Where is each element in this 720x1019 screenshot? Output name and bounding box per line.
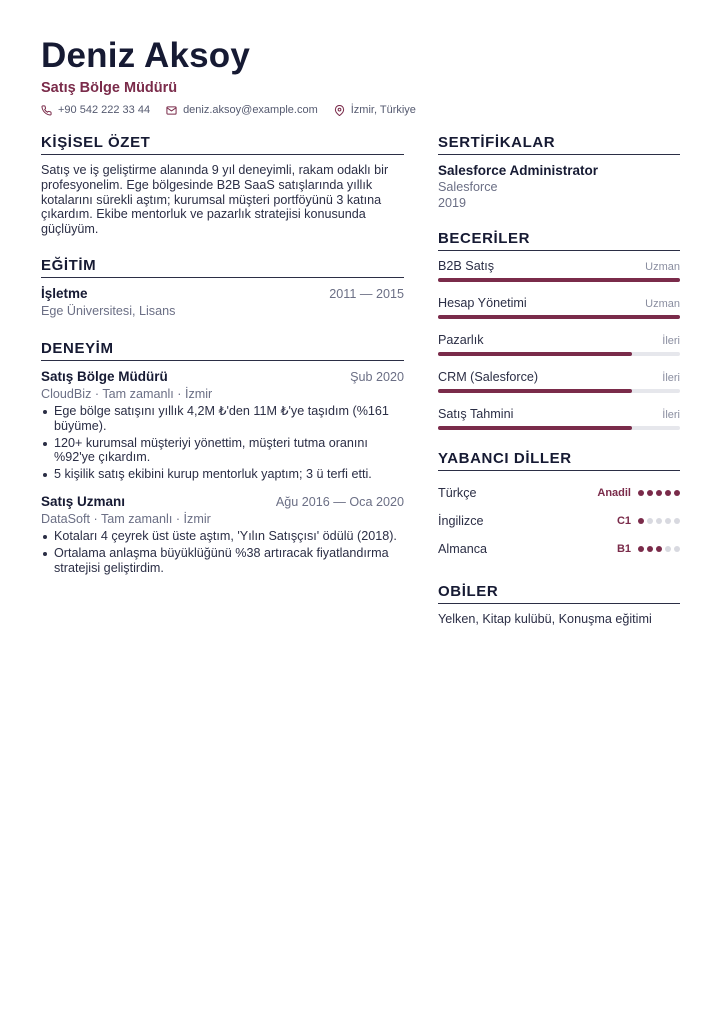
skill-name: Pazarlık [438, 333, 484, 347]
language-level-dot [656, 546, 662, 552]
skill-bar [438, 389, 680, 393]
language-level-dot [656, 490, 662, 496]
language-dots [635, 518, 680, 524]
education-degree: İşletme [41, 285, 88, 301]
job-bullets [41, 404, 404, 482]
job-bullet: Ortalama anlaşma büyüklüğünü %38 artıracak fiyatlandırma stratejisi geliştirdim. [41, 546, 404, 576]
skills-list [438, 259, 680, 430]
certifications-title: SERTİFİKALAR [438, 134, 680, 155]
languages-title: YABANCI DİLLER [438, 450, 680, 471]
language-level-dot [638, 490, 644, 496]
contact-phone[interactable] [41, 104, 150, 116]
job-title: Satış Bölge Müdürü [41, 368, 168, 384]
skill-item [438, 259, 680, 282]
language-level-dot [674, 490, 680, 496]
skill-item [438, 370, 680, 393]
education-dates: 2011 — 2015 [329, 286, 404, 301]
job-company: CloudBiz · Tam zamanlı · İzmir [41, 386, 213, 401]
language-level-dot [674, 518, 680, 524]
summary-title: KİŞİSEL ÖZET [41, 134, 404, 155]
experience-title: DENEYİM [41, 340, 404, 361]
education-section [41, 257, 404, 318]
job-company: DataSoft · Tam zamanlı · İzmir [41, 511, 211, 526]
location-pin-icon [334, 105, 345, 116]
job-bullet: Ege bölge satışını yıllık 4,2M ₺'den 11M ₺'ye taşıdım (%161 büyüme). [41, 404, 404, 434]
skill-bar-fill [438, 315, 680, 319]
language-level-dot [647, 518, 653, 524]
skill-bar-fill [438, 389, 632, 393]
contact-bar [41, 104, 432, 116]
skill-bar-fill [438, 278, 680, 282]
job-dates: Ağu 2016 — Oca 2020 [275, 494, 404, 509]
language-level: B1 [616, 543, 631, 555]
language-item [438, 479, 680, 507]
skill-name: B2B Satış [438, 259, 495, 273]
skill-name: Satış Tahmini [438, 407, 514, 421]
certification-issuer: Salesforce [438, 180, 498, 194]
language-dots [635, 546, 680, 552]
skill-bar [438, 352, 680, 356]
skill-level: Uzman [645, 298, 680, 310]
skill-item [438, 333, 680, 356]
skill-bar-fill [438, 426, 632, 430]
candidate-role: Satış Bölge Müdürü [41, 80, 178, 96]
job-title: Satış Uzmanı [41, 493, 126, 509]
language-level-dot [638, 518, 644, 524]
language-item [438, 507, 680, 535]
skill-level: İleri [662, 409, 680, 421]
phone-text: +90 542 222 33 44 [58, 104, 151, 116]
language-item [438, 535, 680, 563]
skill-level: Uzman [645, 261, 680, 273]
skill-bar [438, 426, 680, 430]
certification-name: Salesforce Administrator [438, 163, 599, 178]
language-level-dot [665, 546, 671, 552]
phone-icon [41, 105, 52, 116]
skills-title: BECERİLER [438, 230, 680, 251]
hobbies-section [438, 583, 680, 626]
job-bullet: 120+ kurumsal müşteriyi yönettim, müşteri tutma oranını %92'ye çıkardım. [41, 436, 404, 466]
left-column [41, 134, 404, 587]
language-level-dot [647, 490, 653, 496]
skill-item [438, 296, 680, 319]
certification-year: 2019 [438, 196, 467, 210]
right-column [438, 134, 680, 626]
job-item [41, 494, 404, 575]
language-level-dot [638, 546, 644, 552]
education-title: EĞİTİM [41, 257, 404, 278]
experience-section [41, 340, 404, 575]
job-item [41, 369, 404, 482]
location-text: İzmir, Türkiye [350, 104, 416, 116]
skill-bar [438, 278, 680, 282]
language-name: Türkçe [438, 486, 477, 500]
languages-section [438, 450, 680, 563]
contact-location [334, 104, 416, 116]
skill-level: İleri [662, 335, 680, 347]
language-level-dot [647, 546, 653, 552]
language-level-dot [665, 518, 671, 524]
certifications-section [438, 134, 680, 210]
languages-list [438, 479, 680, 563]
skill-name: CRM (Salesforce) [438, 370, 539, 384]
job-dates: Şub 2020 [350, 369, 404, 384]
language-name: Almanca [438, 542, 487, 556]
job-bullet: 5 kişilik satış ekibini kurup mentorluk yaptım; 3 ü terfi etti. [41, 467, 404, 482]
language-dots [635, 490, 680, 496]
mail-icon [166, 105, 177, 116]
language-level-dot [656, 518, 662, 524]
summary-section [41, 134, 404, 237]
language-level-dot [665, 490, 671, 496]
job-bullet: Kotaları 4 çeyrek üst üste aştım, 'Yılın Satışçısı' ödülü (2018). [41, 529, 404, 544]
summary-text: Satış ve iş geliştirme alanında 9 yıl deneyimli, rakam odaklı bir profesyonelim. Ege bölgesinde B2B SaaS satışlarında yıllık kotalarını sürekli aştım; kurumsal müşteri portföyünü 3 katına çıkardım. Ekibe mentorluk ve pazarlık stratejisi konusunda güçlüyüm. [41, 163, 389, 237]
candidate-name: Deniz Aksoy [41, 36, 251, 75]
skill-item [438, 407, 680, 430]
education-school: Ege Üniversitesi, Lisans [41, 303, 176, 318]
email-text: deniz.aksoy@example.com [183, 104, 318, 116]
skill-bar-fill [438, 352, 632, 356]
skills-section [438, 230, 680, 430]
language-level: C1 [616, 515, 631, 527]
certification-item [438, 163, 680, 210]
language-name: İngilizce [438, 514, 484, 528]
contact-email[interactable] [166, 104, 318, 116]
hobbies-title: OBİLER [438, 583, 680, 604]
skill-name: Hesap Yönetimi [438, 296, 527, 310]
education-item [41, 286, 404, 318]
language-level: Anadil [597, 487, 631, 499]
job-bullets [41, 529, 404, 575]
hobbies-text: Yelken, Kitap kulübü, Konuşma eğitimi [438, 612, 652, 626]
language-level-dot [674, 546, 680, 552]
skill-level: İleri [662, 372, 680, 384]
skill-bar [438, 315, 680, 319]
